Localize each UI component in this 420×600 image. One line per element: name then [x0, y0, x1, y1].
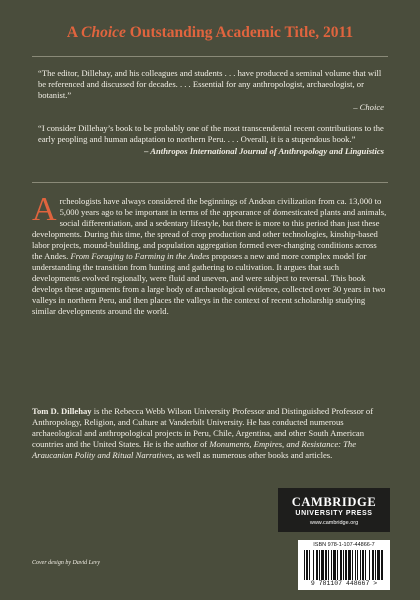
barcode-bar [372, 550, 374, 580]
barcode-bar [325, 550, 327, 580]
barcode-bar [348, 550, 351, 580]
barcode-bar [375, 550, 376, 580]
publisher-subname: UNIVERSITY PRESS [295, 510, 373, 517]
barcode-bar [369, 550, 370, 580]
barcode-bar [355, 550, 356, 580]
isbn-text: ISBN 978-1-107-44866-7 [313, 542, 375, 548]
divider-middle [32, 182, 388, 183]
quote-source: – Anthropos International Journal of Anthropology and Linguistics [144, 146, 384, 156]
barcode-bar [337, 550, 338, 580]
review-quotes [38, 68, 384, 167]
barcode-bar [321, 550, 324, 580]
barcode-bar [377, 550, 380, 580]
author-name: Tom D. Dillehay [32, 406, 92, 416]
bio-part-2: , as well as numerous other books and articles. [172, 450, 333, 460]
description-part-1: rcheologists have always considered the beginnings of Andean civilization from ca. 13,000 to 5,000 years ago to be important in terms of the appearance of domesticated plants and animals, social differentiation, and a sedentary lifestyle, but there is more to this period than just these developments. During this time, the spread of crop production and other technologies, kinship-based labor projects, mound-building, and population aggregation formed ever-changing conditions across the Andes. [32, 196, 387, 261]
barcode-bar [313, 550, 314, 580]
drop-cap: A [32, 191, 57, 228]
description-book-title: From Foraging to Farming in the Andes [70, 251, 210, 261]
cover-credit: Cover design by David Levy [32, 560, 100, 566]
publisher-name: CAMBRIDGE [291, 495, 377, 509]
quote-source: – Choice [353, 102, 384, 112]
barcode-bar [331, 550, 332, 580]
barcode-bar [343, 550, 344, 580]
barcode-bar [381, 550, 383, 580]
divider-top [32, 56, 388, 57]
barcode-bars [304, 550, 384, 580]
barcode-bar [352, 550, 353, 580]
barcode-box [298, 540, 390, 590]
barcode-bar [316, 550, 318, 580]
barcode-bar [304, 550, 305, 580]
author-bio [32, 406, 388, 461]
description-part-2: proposes a new and more complex model for understanding the transition from hunting and gathering to cultivation. It argues that such developments evolved regionally, were fluid and uneven, and were subject to reversal. This book develops these arguments from a large body of archaeological evidence, collected over 30 years in two valleys in northern Peru, and then places the valleys in the context of recent scholarship studying similar developments around the world. [32, 251, 386, 316]
award-title [0, 24, 420, 42]
review-quote-anthropos [38, 123, 384, 157]
barcode-bar [365, 550, 366, 580]
barcode-bar [319, 550, 320, 580]
barcode-bar [333, 550, 336, 580]
barcode-number: 9 781107 448667 > [310, 580, 378, 587]
award-article: A [66, 24, 82, 41]
bio-part-1: is the Rebecca Webb Wilson University Professor and Distinguished Professor of Anthropology, Religion, and Culture at Vanderbilt University. He has conducted numerous archaeological and anthropological projects in Peru, Chile, Argentina, and other South American countries and the United States. He is the author of [32, 406, 374, 449]
barcode-bar [345, 550, 347, 580]
publisher-url: www.cambridge.org [309, 520, 359, 526]
barcode-bar [360, 550, 361, 580]
review-quote-choice [38, 68, 384, 113]
barcode-bar [328, 550, 329, 580]
barcode-bar [340, 550, 342, 580]
bio-works: Monuments, Empires, and Resistance: The Araucanian Polity and Ritual Narratives [32, 439, 357, 460]
award-publication: Choice [81, 24, 126, 41]
publisher-logo [278, 488, 390, 532]
barcode-bar [362, 550, 364, 580]
award-rest: Outstanding Academic Title, 2011 [125, 24, 354, 41]
quote-text: “I consider Dillehay’s book to be probably one of the most transcendental recent contributions to the early peopling and human adaptation to northern Peru. . . . Overall, it is a stupendous book.” [38, 123, 384, 144]
book-description [32, 191, 388, 317]
quote-text: “The editor, Dillehay, and his colleagues and students . . . have produced a seminal volume that will be referenced and discussed for decades. . . . Essential for any anthropologist, archaeologist, or botanist.” [38, 68, 382, 100]
barcode-bar [357, 550, 358, 580]
barcode-bar [306, 550, 308, 580]
barcode-bar [309, 550, 310, 580]
